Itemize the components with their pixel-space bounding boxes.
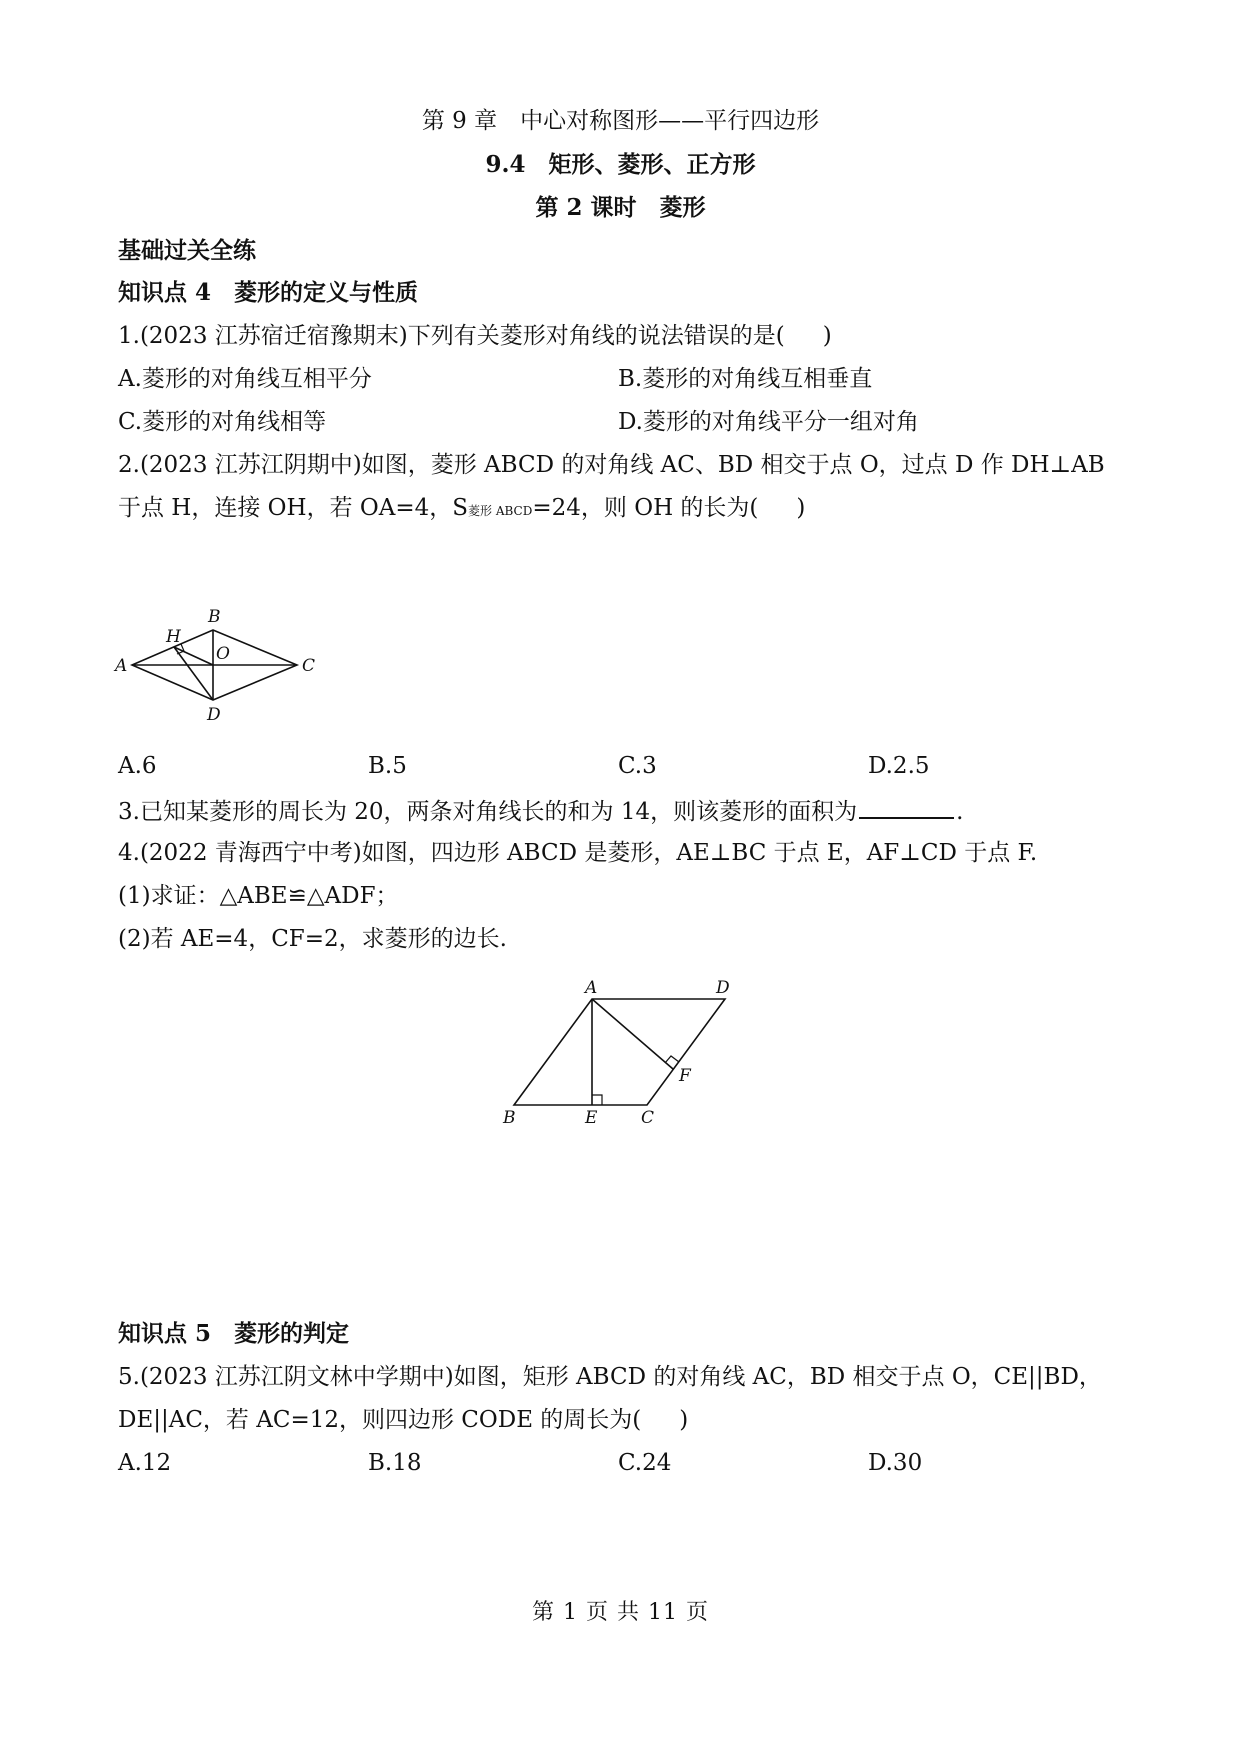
section-title: 9.4 矩形、菱形、正方形 — [485, 151, 756, 178]
question-4-stem: 4.(2022 青海西宁中考)如图，四边形 ABCD 是菱形，AE⊥BC 于点 E，AF⊥CD 于点 F. — [118, 840, 1038, 866]
question-2-stem-line-1: 2.(2023 江苏江阴期中)如图，菱形 ABCD 的对角线 AC、BD 相交于点 O，过点 D 作 DH⊥AB — [118, 452, 1105, 478]
question-5-option-b: B.18 — [368, 1450, 422, 1476]
practice-heading: 基础过关全练 — [118, 237, 256, 264]
question-5-option-d: D.30 — [868, 1450, 923, 1476]
question-5-stem-line-1: 5.(2023 江苏江阴文林中学期中)如图，矩形 ABCD 的对角线 AC，BD 相交于点 O，CE||BD， — [118, 1364, 1102, 1390]
label-b: B — [208, 607, 221, 627]
question-2-stem-line-2: 于点 H，连接 OH，若 OA=4，S菱形 ABCD=24，则 OH 的长为( ) — [118, 495, 806, 521]
label-a: A — [585, 978, 598, 998]
answer-blank — [859, 795, 954, 819]
label-d: D — [716, 978, 730, 998]
question-1-stem: 1.(2023 江苏宿迁宿豫期末)下列有关菱形对角线的说法错误的是( ) — [118, 323, 832, 349]
question-1-option-b: B.菱形的对角线互相垂直 — [618, 366, 873, 392]
page-number-footer: 第 1 页 共 11 页 — [532, 1600, 709, 1625]
lesson-title: 第 2 课时 菱形 — [535, 194, 706, 221]
knowledge-point-5-heading: 知识点 5 菱形的判定 — [118, 1320, 350, 1347]
label-d: D — [207, 705, 221, 725]
question-3-stem: 3.已知某菱形的周长为 20，两条对角线长的和为 14，则该菱形的面积为 . — [118, 795, 963, 827]
question-4-part-2: (2)若 AE=4，CF=2，求菱形的边长. — [118, 926, 507, 952]
label-b: B — [503, 1108, 516, 1128]
question-2-option-c: C.3 — [618, 753, 657, 779]
area-subscript: 菱形 ABCD — [468, 504, 533, 518]
question-2-option-d: D.2.5 — [868, 753, 930, 779]
rhombus-diagram-q2 — [110, 590, 330, 730]
question-4-part-1: (1)求证：△ABE≌△ADF； — [118, 883, 399, 909]
question-1-option-c: C.菱形的对角线相等 — [118, 409, 327, 435]
label-h: H — [166, 627, 181, 647]
label-o: O — [216, 644, 230, 664]
right-angle-mark-e — [592, 1095, 602, 1105]
right-angle-mark-f — [665, 1056, 679, 1063]
question-5-stem-line-2: DE||AC，若 AC=12，则四边形 CODE 的周长为( ) — [118, 1407, 689, 1433]
chapter-title: 第 9 章 中心对称图形——平行四边形 — [421, 108, 820, 134]
rhombus-outline — [514, 999, 725, 1105]
question-2-option-b: B.5 — [368, 753, 407, 779]
label-f: F — [679, 1066, 691, 1086]
question-2-option-a: A.6 — [118, 753, 157, 779]
question-5-option-c: C.24 — [618, 1450, 672, 1476]
label-a: A — [115, 656, 128, 676]
label-e: E — [585, 1108, 598, 1128]
question-1-option-d: D.菱形的对角线平分一组对角 — [618, 409, 919, 435]
label-c: C — [302, 656, 316, 676]
label-c: C — [641, 1108, 655, 1128]
knowledge-point-4-heading: 知识点 4 菱形的定义与性质 — [118, 279, 419, 306]
question-1-option-a: A.菱形的对角线互相平分 — [118, 366, 372, 392]
rhombus-diagram-q4 — [495, 975, 755, 1135]
segment-af — [592, 999, 673, 1069]
question-5-option-a: A.12 — [118, 1450, 172, 1476]
